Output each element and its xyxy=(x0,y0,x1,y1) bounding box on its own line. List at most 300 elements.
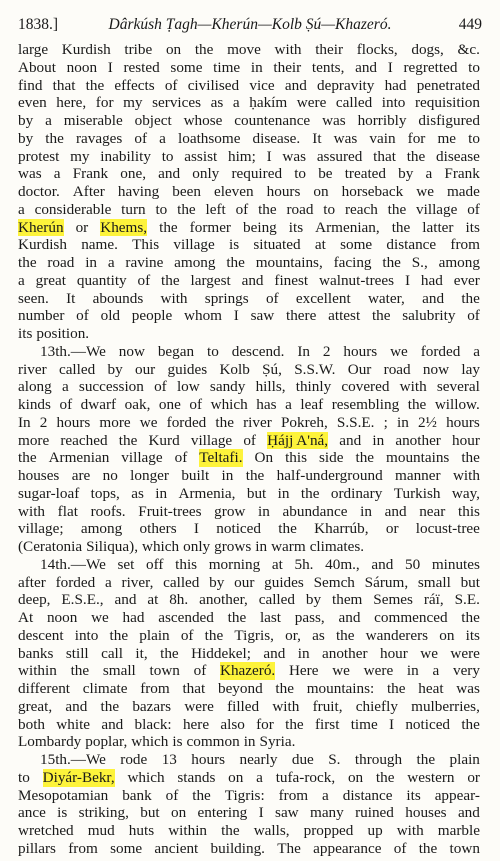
word: its xyxy=(288,218,304,236)
text-line xyxy=(18,361,480,379)
word: Our xyxy=(347,360,372,378)
word: I xyxy=(388,715,395,733)
word: and xyxy=(65,697,88,715)
word: S.S.E. xyxy=(336,413,375,431)
word: Kharrúb, xyxy=(314,520,369,538)
word: hours xyxy=(266,183,301,200)
word: ruined xyxy=(355,804,394,822)
word: flat xyxy=(57,502,78,520)
word: called xyxy=(258,591,295,609)
word: the xyxy=(387,200,407,218)
text-line xyxy=(18,716,480,734)
word: manner xyxy=(395,467,441,484)
word: fruit, xyxy=(312,697,343,715)
word: many xyxy=(310,804,344,822)
word: the xyxy=(227,609,247,626)
word: reached xyxy=(60,431,108,449)
word: ḥakím xyxy=(249,94,288,112)
word: that xyxy=(52,76,76,94)
word: tribe xyxy=(124,41,153,58)
word: of xyxy=(180,626,194,644)
word: to xyxy=(323,200,336,218)
word: effects xyxy=(114,76,155,94)
word: in xyxy=(360,502,372,520)
word: but xyxy=(246,484,267,502)
word: treated xyxy=(344,165,387,183)
text-line xyxy=(18,432,480,450)
word: penetrated xyxy=(416,76,480,94)
word: among xyxy=(80,520,123,538)
word: saw xyxy=(250,307,275,325)
word: river, xyxy=(121,573,154,591)
word: of xyxy=(235,200,249,218)
word: grow xyxy=(214,502,246,520)
word: black: xyxy=(134,715,172,733)
word: we xyxy=(332,662,350,680)
word: disease. xyxy=(252,129,301,147)
text-line xyxy=(18,627,480,645)
word: this xyxy=(458,502,480,520)
word: Kurdish xyxy=(61,41,111,58)
word: the xyxy=(407,396,427,413)
word: seen. xyxy=(18,289,49,307)
word: great, xyxy=(18,697,53,715)
word: ravine xyxy=(125,254,164,271)
word: covered xyxy=(341,378,390,396)
word: in xyxy=(221,467,234,484)
word: among xyxy=(438,254,480,271)
word: In xyxy=(297,342,310,360)
word: houses xyxy=(18,467,60,484)
word: dwarf xyxy=(80,396,117,413)
word: After xyxy=(72,183,105,200)
word: that xyxy=(373,147,396,165)
word: the xyxy=(194,41,214,58)
word: succession xyxy=(78,378,144,396)
word: a xyxy=(45,112,52,129)
word: It xyxy=(312,129,322,147)
word: its xyxy=(465,218,480,236)
word: loathsome xyxy=(178,129,241,147)
text-line xyxy=(18,449,480,467)
word: the xyxy=(300,484,320,502)
word: river xyxy=(18,360,47,378)
word: wanderers xyxy=(365,626,429,644)
word: forded xyxy=(420,342,461,360)
word: be xyxy=(318,165,333,183)
word: About xyxy=(18,58,56,76)
word: and xyxy=(158,165,181,183)
word: striking, xyxy=(78,804,129,822)
word: the xyxy=(18,449,37,467)
word: on xyxy=(228,768,244,786)
word: as xyxy=(312,626,325,644)
word: built xyxy=(181,467,210,484)
word: finest xyxy=(274,271,309,289)
word: beyond xyxy=(217,680,263,697)
word: on xyxy=(439,626,455,644)
word: a xyxy=(473,342,480,360)
word: Semch xyxy=(313,573,355,591)
word: in xyxy=(277,484,290,502)
word: miserable xyxy=(63,112,123,129)
word: in xyxy=(396,413,409,431)
word: Kurd xyxy=(148,431,180,449)
word: 2½ xyxy=(417,413,437,431)
word: the xyxy=(406,147,426,165)
word: more xyxy=(99,413,131,431)
word: the xyxy=(275,680,294,697)
word: at xyxy=(271,555,283,573)
word: the xyxy=(375,768,395,786)
word: ravages xyxy=(75,129,123,147)
word: distance xyxy=(342,786,393,804)
word: ancient xyxy=(154,839,199,857)
word: longer xyxy=(130,467,169,484)
word: of xyxy=(134,129,148,147)
word: S.E. xyxy=(454,591,480,609)
word: last xyxy=(259,609,282,626)
word: the xyxy=(278,520,297,538)
word: me xyxy=(437,129,457,147)
word: poplar, xyxy=(85,733,128,751)
word: 50 xyxy=(404,555,421,573)
word: Armenia, xyxy=(178,484,236,502)
text-line xyxy=(18,94,480,112)
word: distance xyxy=(386,236,437,254)
word: I xyxy=(193,520,199,538)
word: at xyxy=(147,591,159,609)
word: regretted xyxy=(403,58,458,76)
word: the xyxy=(161,271,180,289)
word: entering xyxy=(197,804,248,822)
word: into xyxy=(74,626,99,644)
word: whose xyxy=(183,112,223,129)
word: plain xyxy=(139,626,170,644)
word: side xyxy=(319,449,344,467)
word: this xyxy=(175,555,198,573)
word: the xyxy=(226,254,245,271)
word: which xyxy=(131,733,169,751)
word: called xyxy=(58,360,96,378)
word: by xyxy=(18,129,34,147)
word: is xyxy=(57,804,68,822)
word: building. xyxy=(210,839,265,857)
word: the xyxy=(461,715,480,733)
text-line xyxy=(18,574,480,592)
word: which xyxy=(142,538,180,555)
word: him; xyxy=(227,147,256,165)
header-year: 1838.] xyxy=(18,16,59,33)
word: tufa-rock, xyxy=(275,768,336,786)
word: S.S.W. xyxy=(294,360,336,378)
word: plain xyxy=(449,751,480,768)
word: abounds xyxy=(92,289,144,307)
word: my xyxy=(70,147,90,165)
word: their xyxy=(315,41,344,58)
word: 15th.—We xyxy=(40,751,106,768)
word: some xyxy=(340,236,373,254)
word: is xyxy=(228,236,240,254)
word: the xyxy=(159,218,178,236)
word: hills, xyxy=(255,378,286,396)
word: time xyxy=(213,58,241,76)
word: hours xyxy=(343,342,378,360)
word: our xyxy=(134,360,156,378)
word: the xyxy=(160,644,179,662)
word: different xyxy=(18,680,71,697)
word: on xyxy=(347,768,364,786)
word: in xyxy=(85,254,98,271)
word: old xyxy=(100,307,121,325)
word: the xyxy=(355,449,375,467)
word: in xyxy=(155,484,168,502)
word: thinly xyxy=(295,378,332,396)
word: another, xyxy=(199,591,248,609)
word: a xyxy=(322,786,329,804)
word: was xyxy=(333,129,358,147)
word: move xyxy=(227,41,261,58)
word: from xyxy=(68,839,98,857)
word: attest xyxy=(328,307,361,325)
word: object xyxy=(134,112,172,129)
word: guides xyxy=(167,360,208,378)
word: flocks, xyxy=(356,41,398,58)
text-line xyxy=(18,556,480,574)
word: Armenian xyxy=(48,449,110,467)
word: or xyxy=(467,768,480,786)
word: S. xyxy=(328,751,341,768)
word: minutes xyxy=(431,555,480,573)
word: to xyxy=(161,147,174,165)
word: hours xyxy=(56,413,91,431)
word: the xyxy=(221,822,240,839)
word: the xyxy=(391,218,411,236)
word: a xyxy=(432,662,440,680)
text-line xyxy=(18,769,480,787)
word: after xyxy=(18,573,46,591)
word: for xyxy=(407,129,426,147)
word: 2 xyxy=(39,413,48,431)
word: Tigris: xyxy=(224,786,265,804)
text-line xyxy=(18,290,480,308)
word: water, xyxy=(367,289,405,307)
word: way, xyxy=(451,484,480,502)
word: with xyxy=(160,289,188,307)
word: Syria. xyxy=(259,733,296,751)
word: of xyxy=(467,200,480,218)
word: protest xyxy=(18,147,60,165)
word: the xyxy=(192,786,211,804)
word: by xyxy=(305,591,322,609)
word: in xyxy=(297,644,310,662)
word: the xyxy=(461,449,480,467)
word: we xyxy=(91,609,109,626)
word: to xyxy=(294,165,307,183)
text-line xyxy=(18,201,480,219)
word: set xyxy=(117,555,135,573)
word: were xyxy=(184,697,214,715)
word: by xyxy=(107,360,123,378)
word: called xyxy=(335,94,373,112)
word: situated xyxy=(253,236,301,254)
word: Kolb xyxy=(219,360,250,378)
word: quantity xyxy=(76,271,127,289)
word: with xyxy=(272,697,300,715)
word: walls, xyxy=(253,822,290,839)
word: and xyxy=(101,715,124,733)
word: assist xyxy=(184,147,218,165)
word: 8h. xyxy=(169,591,189,609)
word: now xyxy=(118,342,145,360)
word: with xyxy=(399,378,427,396)
word: and xyxy=(457,804,480,822)
word: town xyxy=(149,662,180,680)
word: another xyxy=(322,644,368,662)
word: near xyxy=(419,502,446,520)
word: grows xyxy=(214,538,252,555)
word: has xyxy=(256,396,277,413)
word: Hiddekel; xyxy=(191,644,251,662)
word: tents, xyxy=(311,58,345,76)
word: one xyxy=(158,396,181,413)
word: river xyxy=(243,413,272,431)
word: to xyxy=(18,768,30,786)
word: village xyxy=(416,200,458,218)
word: a xyxy=(107,254,115,271)
word: several xyxy=(436,378,480,396)
word: a xyxy=(256,768,263,786)
word: among xyxy=(174,254,216,271)
word: village xyxy=(190,431,233,449)
word: 2 xyxy=(322,342,331,360)
word: here, xyxy=(56,94,87,112)
text-line xyxy=(18,485,480,503)
word: being xyxy=(243,218,277,236)
word: and xyxy=(422,289,445,307)
word: rode xyxy=(120,751,148,768)
text-line xyxy=(18,414,480,432)
word: lay xyxy=(461,360,480,378)
word: or xyxy=(75,218,89,236)
word: mountains, xyxy=(255,254,323,271)
word: into xyxy=(381,94,406,112)
word: pass, xyxy=(294,609,325,626)
text-line xyxy=(18,520,480,538)
word: Siliqua), xyxy=(86,538,138,555)
word: kinds xyxy=(18,396,51,413)
word: is xyxy=(172,733,183,751)
text-line xyxy=(18,77,480,95)
text-line xyxy=(18,645,480,663)
word: bazars xyxy=(132,697,172,715)
word: to xyxy=(468,129,480,147)
word: &c. xyxy=(457,41,480,58)
word: to xyxy=(206,342,219,360)
word: saw xyxy=(275,804,299,822)
word: vain xyxy=(369,129,396,147)
word: town xyxy=(449,839,480,857)
word: huts xyxy=(128,822,155,839)
word: the xyxy=(461,609,480,626)
word: walnut-trees xyxy=(319,271,395,289)
word: road xyxy=(286,200,314,218)
word: sandy xyxy=(209,378,246,396)
word: the xyxy=(285,715,304,733)
word: the xyxy=(461,289,480,307)
word: low xyxy=(176,378,200,396)
word: with xyxy=(18,502,46,520)
word: to xyxy=(468,58,480,76)
word: of xyxy=(243,431,256,449)
word: the xyxy=(371,307,391,325)
word: 14th.—We xyxy=(40,555,106,573)
word: tops, xyxy=(90,484,120,502)
word: of xyxy=(76,307,89,325)
word: we xyxy=(139,413,158,431)
word: houses xyxy=(405,804,447,822)
text-line xyxy=(18,804,480,822)
word: assured xyxy=(316,147,363,165)
word: but xyxy=(460,573,480,591)
word: civilised xyxy=(187,76,240,94)
text-line xyxy=(18,467,480,485)
word: in xyxy=(255,538,268,555)
word: noticed xyxy=(405,715,451,733)
word: had xyxy=(420,271,443,289)
word: our xyxy=(234,573,255,591)
word: bank xyxy=(122,786,152,804)
word: on xyxy=(165,41,182,58)
text-line xyxy=(18,396,480,414)
word: were xyxy=(296,94,327,112)
text-line xyxy=(18,751,480,769)
word: required xyxy=(231,165,283,183)
word: along xyxy=(18,378,52,396)
word: name. xyxy=(81,236,118,254)
word: the xyxy=(177,200,196,218)
word: This xyxy=(132,236,160,254)
word: with xyxy=(452,467,480,484)
word: banks xyxy=(18,644,54,662)
word: horseback xyxy=(341,183,404,200)
word: of xyxy=(174,449,188,467)
word: excellent xyxy=(295,289,351,307)
text-line xyxy=(18,840,480,858)
text-line xyxy=(18,343,480,361)
word: some xyxy=(110,839,143,857)
word: the xyxy=(258,200,277,218)
page-number: 449 xyxy=(458,16,482,33)
word: propped xyxy=(303,822,354,839)
word: I xyxy=(404,271,411,289)
word: In xyxy=(18,413,31,431)
word: springs xyxy=(204,289,249,307)
word: up xyxy=(367,822,383,839)
word: whom xyxy=(184,307,222,325)
word: Semes xyxy=(373,591,413,609)
word: mulberries, xyxy=(411,697,480,715)
word: mountains: xyxy=(306,680,375,697)
word: left xyxy=(205,200,226,218)
word: Fruit-trees xyxy=(138,502,202,520)
text-line xyxy=(18,609,480,627)
word: noon xyxy=(66,58,98,76)
text-line xyxy=(18,822,480,840)
word: Turkish xyxy=(393,484,441,502)
word: great xyxy=(35,271,66,289)
word: were xyxy=(363,662,394,680)
